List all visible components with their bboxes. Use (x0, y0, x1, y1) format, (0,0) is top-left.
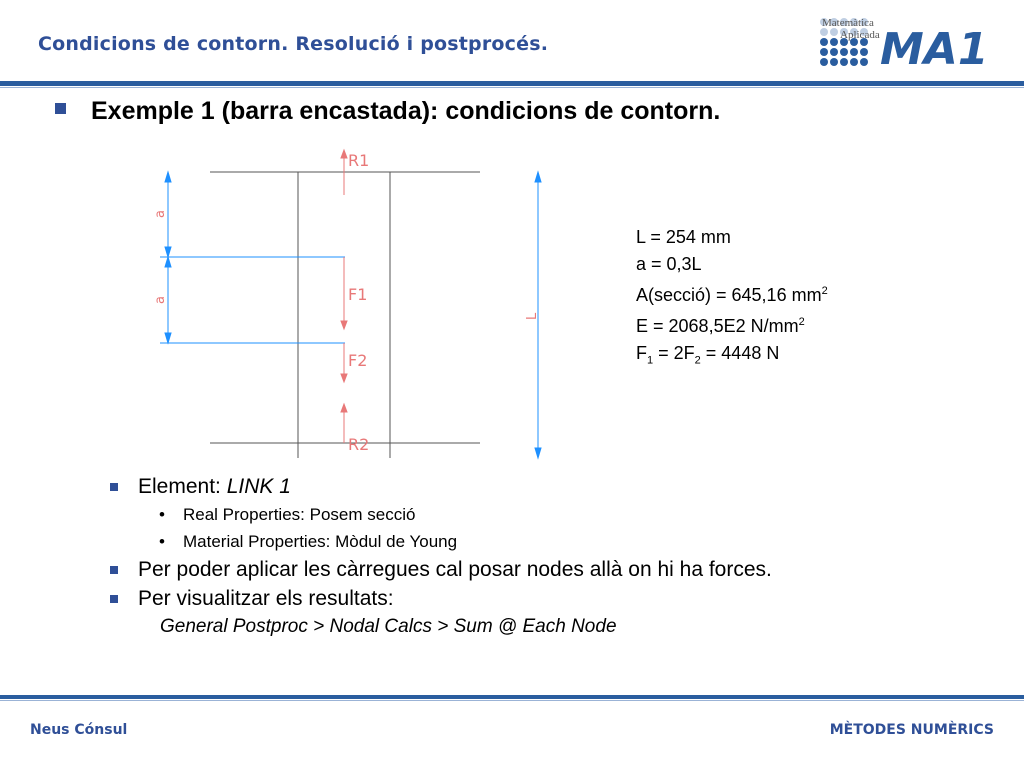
dot-bullet-icon: • (159, 532, 165, 551)
node-lines (160, 257, 345, 343)
param-F (636, 340, 828, 375)
param-E-text: E = 2068,5E2 N/mm (636, 316, 799, 336)
param-L: L = 254 mm (636, 227, 731, 247)
slide-heading (55, 97, 720, 126)
square-bullet-icon (110, 595, 118, 603)
footer-course: MÈTODES NUMÈRICS (829, 722, 994, 738)
label-f2: F2 (348, 351, 368, 370)
content-list (108, 472, 772, 641)
param-area-text: A(secció) = 645,16 mm (636, 285, 822, 305)
dot-bullet-icon: • (159, 505, 165, 524)
square-bullet-icon (110, 566, 118, 574)
bar-outline (210, 172, 480, 458)
element-value: LINK 1 (226, 475, 291, 498)
param-area (636, 278, 828, 309)
footer-divider (0, 695, 1024, 699)
footer-author: Neus Cónsul (30, 722, 128, 738)
logo-line1: Matemàtica (822, 17, 874, 29)
logo-brand: MA1 (880, 24, 989, 72)
sub2-text: Material Properties: Mòdul de Young (183, 532, 458, 551)
param-F-sub2: 2 (694, 354, 701, 367)
param-a: a = 0,3L (636, 254, 702, 274)
label-r1: R1 (348, 151, 370, 170)
footer-divider-thin (0, 700, 1024, 701)
item3-text: Per visualitzar els resultats: (138, 587, 394, 610)
param-F-part2: = 2F (653, 343, 695, 363)
slide-header-title: Condicions de contorn. Resolució i postprocés. (38, 33, 549, 55)
heading-text: Exemple 1 (barra encastada): condicions de contorn. (91, 97, 721, 125)
label-a-top: a (153, 210, 168, 218)
bar-diagram (150, 140, 590, 470)
param-F-sub1: 1 (647, 354, 654, 367)
param-E (636, 309, 828, 340)
list-item-results (108, 584, 772, 613)
force-arrows (341, 150, 347, 443)
param-area-sup: 2 (821, 285, 828, 297)
label-f1: F1 (348, 285, 368, 304)
label-L: L (525, 312, 540, 320)
param-E-sup: 2 (798, 316, 805, 328)
header-divider (0, 81, 1024, 86)
square-bullet-icon (110, 483, 118, 491)
sublist-item-real-properties (108, 501, 772, 528)
parameters-block (636, 224, 828, 375)
item2-text: Per poder aplicar les càrregues cal posar nodes allà on hi ha forces. (138, 558, 772, 581)
postproc-path: General Postproc > Nodal Calcs > Sum @ Each Node (160, 616, 617, 637)
sublist-item-material-properties (108, 528, 772, 555)
param-F-part1: F (636, 343, 647, 363)
logo-line2: Aplicada (840, 29, 880, 41)
element-prefix: Element: (138, 475, 227, 498)
param-F-part3: = 4448 N (700, 343, 780, 363)
ma1-logo (818, 12, 998, 72)
list-item-element (108, 472, 772, 501)
sub1-text: Real Properties: Posem secció (183, 505, 416, 524)
list-item-nodes (108, 555, 772, 584)
square-bullet-icon (55, 103, 66, 114)
label-a-mid: a (153, 296, 168, 304)
header-divider-thin (0, 87, 1024, 88)
label-r2: R2 (348, 435, 370, 454)
